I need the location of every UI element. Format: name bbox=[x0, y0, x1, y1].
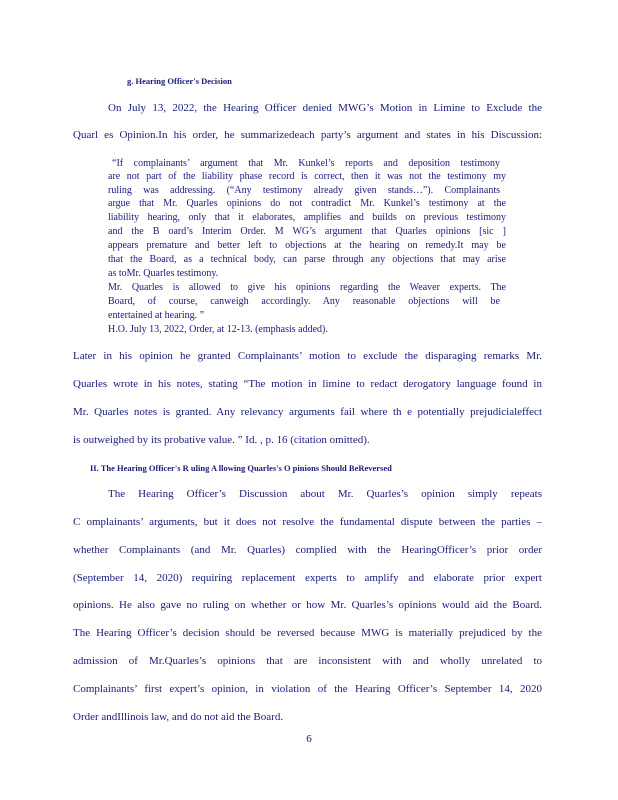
quote-line-2: are not part of the liability phase record is correct, then it was not the testimony my bbox=[108, 171, 506, 182]
page-number: 6 bbox=[306, 733, 312, 745]
para2-line-2: Quarles wrote in his notes, stating “The motion in limine to redact derogatory language found in bbox=[73, 378, 542, 390]
para3-line-5: opinions. He also gave no ruling on whether or how Mr. Quarles’s opinions would aid the Board. bbox=[73, 599, 542, 611]
para2-line-3: Mr. Quarles notes is granted. Any relevancy arguments fail where th e potentially prejudicialeffect bbox=[73, 406, 542, 418]
quote-line-3: ruling was addressing. (“Any testimony already given stands…”). Complainants bbox=[108, 185, 500, 196]
para3-line-8: Complainants’ first expert’s opinion, in violation of the Hearing Officer’s September 14, 2020 bbox=[73, 683, 542, 695]
quote-line-5: liability hearing, only that it elaborates, amplifies and builds on previous testimony bbox=[108, 212, 506, 223]
para1-line-2: Quarl es Opinion.In his order, he summarizedeach party’s argument and states in his Discussion: bbox=[73, 129, 542, 141]
quote-line-9: as toMr. Quarles testimony. bbox=[108, 268, 219, 279]
para3-line-7: admission of Mr.Quarles’s opinions that are inconsistent with and wholly unrelated to bbox=[73, 655, 542, 667]
para2-line-1: Later in his opinion he granted Complainants’ motion to exclude the disparaging remarks Mr. bbox=[73, 350, 542, 362]
para3-line-6: The Hearing Officer’s decision should be reversed because MWG is materially prejudiced by the bbox=[73, 627, 542, 639]
para3-line-1: The Hearing Officer’s Discussion about Mr. Quarles’s opinion simply repeats bbox=[108, 488, 542, 500]
para3-line-2: C omplainants’ arguments, but it does not resolve the fundamental dispute between the parties – bbox=[73, 516, 542, 528]
para3-line-4: (September 14, 2020) requiring replacement experts to amplify and elaborate prior expert bbox=[73, 572, 542, 584]
quote-citation: H.O. July 13, 2022, Order, at 12-13. (emphasis added). bbox=[108, 324, 328, 335]
quote-line-11: Board, of course, canweigh accordingly. Any reasonable objections will be bbox=[108, 296, 500, 307]
quote-line-10: Mr. Quarles is allowed to give his opinions regarding the Weaver experts. The bbox=[108, 282, 506, 293]
quote-line-8: that the Board, as a technical body, can parse through any objections that may arise bbox=[108, 254, 506, 265]
quote-line-1: “If complainants’ argument that Mr. Kunkel’s reports and deposition testimony bbox=[112, 158, 500, 169]
quote-line-6: and the B oard’s Interim Order. M WG’s argument that Quarles opinions [sic ] bbox=[108, 226, 506, 237]
para3-line-9: Order andIllinois law, and do not aid the Board. bbox=[73, 711, 284, 723]
quote-line-7: appears premature and better left to objections at the hearing on remedy.It may be bbox=[108, 240, 506, 251]
quote-line-12: entertained at hearing. ” bbox=[108, 310, 205, 321]
section-heading-g: g. Hearing Officer's Decision bbox=[127, 76, 232, 86]
para2-line-4: is outweighed by its probative value. ” Id. , p. 16 (citation omitted). bbox=[73, 434, 370, 446]
para3-line-3: whether Complainants (and Mr. Quarles) complied with the HearingOfficer’s prior order bbox=[73, 544, 542, 556]
quote-line-4: argue that Mr. Quarles opinions do not contradict Mr. Kunkel’s testimony at the bbox=[108, 198, 506, 209]
section-heading-ii: II. The Hearing Officer's R uling A llowing Quarles's O pinions Should BeReversed bbox=[90, 463, 392, 473]
para1-line-1: On July 13, 2022, the Hearing Officer denied MWG’s Motion in Limine to Exclude the bbox=[108, 102, 542, 114]
